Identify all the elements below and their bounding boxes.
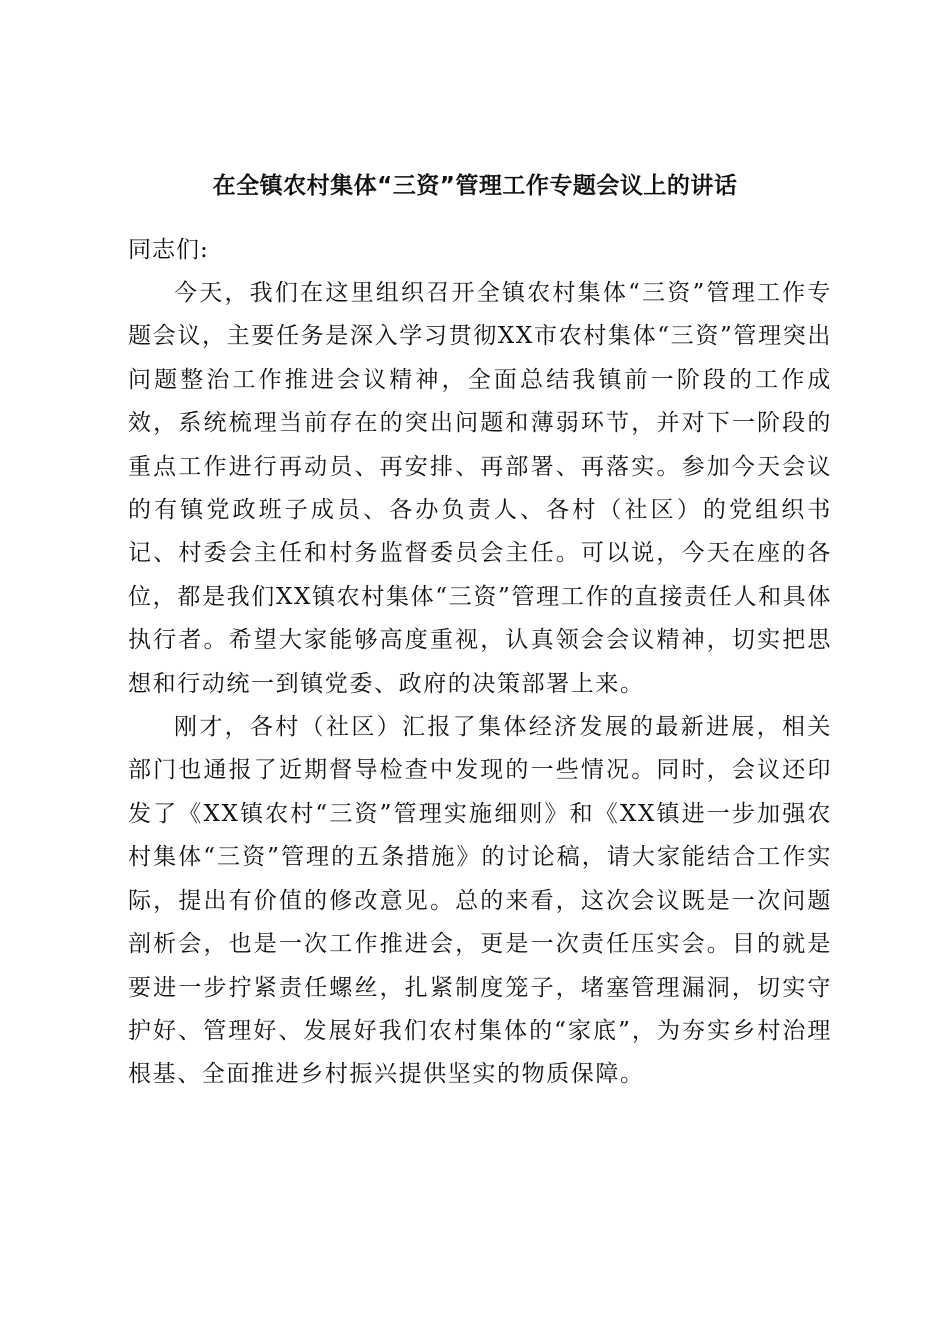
salutation: 同志们: bbox=[128, 237, 209, 263]
paragraph-2: 刚才，各村（社区）汇报了集体经济发展的最新进展，相关部门也通报了近期督导检查中发现的一些情况。同时，会议还印发了《XX镇农村“三资”管理实施细则》和《XX镇进一步加强农村集体“三资”管理的五条措施》的讨论稿，请大家能结合工作实际，提出有价值的修改意见。总的来看，这次会议既是一次问题剖析会，也是一次工作推进会，更是一次责任压实会。目的就是要进一步拧紧责任螺丝，扎紧制度笼子，堵塞管理漏洞，切实守护好、管理好、发展好我们农村集体的“家底”，为夯实乡村治理根基、全面推进乡村振兴提供坚实的物质保障。 bbox=[128, 714, 832, 1088]
paragraph-1: 今天，我们在这里组织召开全镇农村集体“三资”管理工作专题会议，主要任务是深入学习贯彻XX市农村集体“三资”管理突出问题整治工作推进会议精神，全面总结我镇前一阶段的工作成效，系统梳理当前存在的突出问题和薄弱环节，并对下一阶段的重点工作进行再动员、再安排、再部署、再落实。参加今天会议的有镇党政班子成员、各办负责人、各村（社区）的党组织书记、村委会主任和村务监督委员会主任。可以说，今天在座的各位，都是我们XX镇农村集体“三资”管理工作的直接责任人和具体执行者。希望大家能够高度重视，认真领会会议精神，切实把思想和行动统一到镇党委、政府的决策部署上来。 bbox=[128, 280, 832, 697]
document-title: 在全镇农村集体“三资”管理工作专题会议上的讲话 bbox=[212, 173, 738, 199]
document-body bbox=[128, 272, 832, 1097]
